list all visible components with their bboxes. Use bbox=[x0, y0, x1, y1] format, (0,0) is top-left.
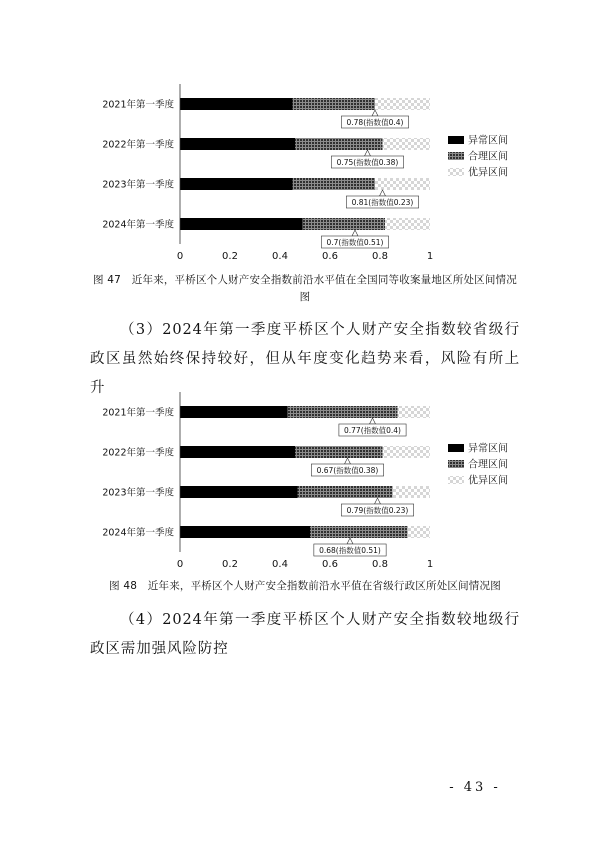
annotation-pointer bbox=[375, 498, 381, 504]
annotation-pointer bbox=[347, 538, 353, 544]
x-tick-label: 0.4 bbox=[272, 251, 288, 262]
x-tick-label: 0.8 bbox=[372, 559, 388, 570]
bar-segment-1 bbox=[180, 406, 288, 418]
category-label: 2021年第一季度 bbox=[102, 99, 174, 111]
bar-segment-3 bbox=[383, 138, 431, 150]
legend-label: 异常区间 bbox=[468, 443, 508, 455]
legend-label: 优异区间 bbox=[468, 475, 508, 487]
bar-segment-2 bbox=[293, 98, 376, 110]
bar-segment-3 bbox=[383, 446, 431, 458]
annotation-label: 0.68(指数值0.51) bbox=[319, 546, 381, 555]
annotation-pointer bbox=[352, 230, 358, 236]
section-4-paragraph bbox=[90, 606, 520, 664]
bar-segment-3 bbox=[375, 98, 430, 110]
bar-segment-2 bbox=[295, 446, 383, 458]
bar-segment-3 bbox=[398, 406, 431, 418]
category-label: 2024年第一季度 bbox=[102, 219, 174, 231]
x-tick-label: 0.8 bbox=[372, 251, 388, 262]
bar-segment-3 bbox=[393, 486, 431, 498]
bar-segment-1 bbox=[180, 98, 293, 110]
bar-segment-2 bbox=[298, 486, 393, 498]
legend-swatch bbox=[448, 444, 464, 452]
bar-segment-3 bbox=[385, 218, 430, 230]
x-tick-label: 1 bbox=[426, 251, 434, 262]
bar-segment-2 bbox=[295, 138, 383, 150]
bar-segment-1 bbox=[180, 138, 295, 150]
legend-swatch bbox=[448, 168, 464, 176]
bar-segment-2 bbox=[310, 526, 408, 538]
section-4-text: （4）2024年第一季度平桥区个人财产安全指数较地级行政区需加强风险防控 bbox=[90, 612, 520, 657]
figure-47-caption: 图 47 近年来，平桥区个人财产安全指数前沿水平值在全国同等收案量地区所处区间情况图 bbox=[93, 274, 517, 303]
x-tick-label: 0 bbox=[176, 559, 184, 570]
bar-segment-2 bbox=[288, 406, 398, 418]
chart-figure-48 bbox=[0, 390, 600, 576]
category-label: 2021年第一季度 bbox=[102, 407, 174, 419]
x-tick-label: 0.2 bbox=[222, 559, 238, 570]
bar-segment-1 bbox=[180, 446, 295, 458]
annotation-label: 0.78(指数值0.4) bbox=[346, 118, 404, 127]
legend-label: 优异区间 bbox=[468, 167, 508, 179]
legend-label: 合理区间 bbox=[468, 151, 508, 163]
figure-48-caption: 图 48 近年来，平桥区个人财产安全指数前沿水平值在省级行政区所处区间情况图 bbox=[109, 580, 501, 592]
legend-swatch bbox=[448, 136, 464, 144]
chart-figure-48-svg bbox=[0, 390, 600, 576]
x-tick-label: 0.4 bbox=[272, 559, 288, 570]
annotation-pointer bbox=[345, 458, 351, 464]
section-3-text: （3）2024年第一季度平桥区个人财产安全指数较省级行政区虽然始终保持较好，但从年度变化趋势来看，风险有所上升 bbox=[90, 322, 520, 396]
annotation-label: 0.75(指数值0.38) bbox=[336, 158, 399, 167]
category-label: 2023年第一季度 bbox=[102, 487, 174, 499]
legend-label: 异常区间 bbox=[468, 135, 508, 147]
chart-figure-47-svg bbox=[0, 82, 600, 268]
chart-figure-47 bbox=[0, 82, 600, 268]
bar-segment-2 bbox=[293, 178, 376, 190]
x-tick-label: 0 bbox=[176, 251, 184, 262]
x-tick-label: 0.6 bbox=[322, 559, 338, 570]
annotation-pointer bbox=[372, 110, 378, 116]
annotation-pointer bbox=[365, 150, 371, 156]
legend-swatch bbox=[448, 476, 464, 484]
page-number: - 43 - bbox=[449, 780, 501, 795]
bar-segment-1 bbox=[180, 178, 293, 190]
category-label: 2022年第一季度 bbox=[102, 447, 174, 459]
annotation-pointer bbox=[380, 190, 386, 196]
annotation-label: 0.81(指数值0.23) bbox=[351, 198, 414, 207]
category-label: 2022年第一季度 bbox=[102, 139, 174, 151]
bar-segment-3 bbox=[375, 178, 430, 190]
category-label: 2024年第一季度 bbox=[102, 527, 174, 539]
annotation-label: 0.77(指数值0.4) bbox=[344, 426, 401, 435]
x-tick-label: 1 bbox=[426, 559, 434, 570]
annotation-label: 0.79(指数值0.23) bbox=[346, 506, 409, 515]
category-label: 2023年第一季度 bbox=[102, 179, 174, 191]
bar-segment-2 bbox=[303, 218, 386, 230]
bar-segment-1 bbox=[180, 218, 303, 230]
x-tick-label: 0.2 bbox=[222, 251, 238, 262]
legend-label: 合理区间 bbox=[468, 459, 508, 471]
annotation-label: 0.7(指数值0.51) bbox=[326, 238, 384, 247]
legend-swatch bbox=[448, 460, 464, 468]
x-tick-label: 0.6 bbox=[322, 251, 338, 262]
annotation-pointer bbox=[370, 418, 376, 424]
bar-segment-1 bbox=[180, 526, 310, 538]
bar-segment-3 bbox=[408, 526, 431, 538]
bar-segment-1 bbox=[180, 486, 298, 498]
annotation-label: 0.67(指数值0.38) bbox=[316, 466, 379, 475]
legend-swatch bbox=[448, 152, 464, 160]
